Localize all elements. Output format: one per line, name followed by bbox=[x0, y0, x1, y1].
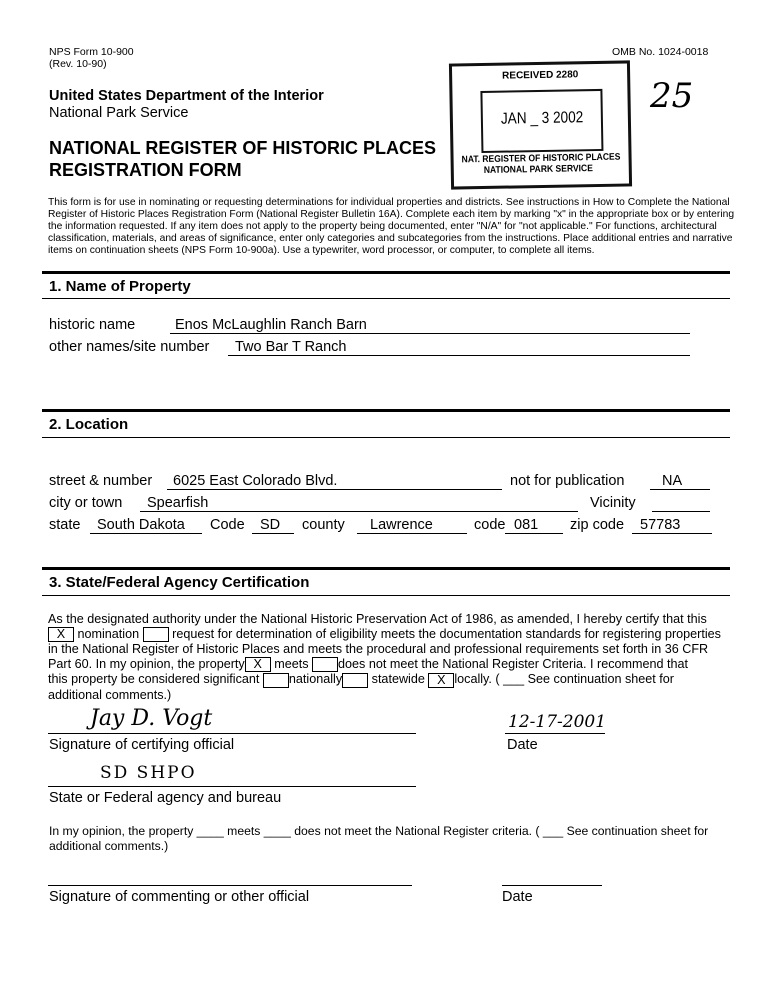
not-for-publication-label: not for publication bbox=[510, 473, 625, 489]
omb-number: OMB No. 1024-0018 bbox=[612, 46, 709, 58]
zip-field[interactable]: 57783 bbox=[640, 517, 681, 533]
stamp-line1: NAT. REGISTER OF HISTORIC PLACES bbox=[461, 151, 621, 166]
section2-heading: 2. Location bbox=[49, 416, 129, 433]
certifying-date: 12-17-2001 bbox=[508, 712, 607, 732]
opinion-text: additional comments.) bbox=[49, 839, 169, 853]
form-number: NPS Form 10-900 bbox=[49, 46, 134, 58]
county-code-label: code bbox=[474, 517, 506, 533]
other-names-field[interactable]: Two Bar T Ranch bbox=[235, 339, 347, 355]
historic-name-field[interactable]: Enos McLaughlin Ranch Barn bbox=[175, 317, 367, 333]
cert-text: in the National Register of Historic Places and meets the procedural and professional requirements set forth in 36 CFR bbox=[48, 642, 709, 657]
certification-paragraph bbox=[48, 612, 738, 703]
agency-name: National Park Service bbox=[49, 105, 189, 121]
locally-checkbox[interactable]: X bbox=[428, 673, 454, 688]
section-divider bbox=[42, 298, 730, 299]
section-divider bbox=[42, 595, 730, 596]
instructions-paragraph: This form is for use in nominating or requesting determinations for individual properties and districts. See instructions in How to Complete the National Register of Historic Places Registration Form (National Register Bulletin 16A). Complete each item by marking "x" in the appropriate box or by entering the information requested. If any item does not apply to the property being documented, enter "N/A" for "not applicable." For functions, architectural classification, materials, and areas of significance, enter only categories and subcategories from the instructions. Place additional entries and narrative items on continuation sheets (NPS Form 10-900a). Use a typewriter, word processor, or computer, to complete all items. bbox=[48, 197, 735, 256]
section-divider bbox=[42, 409, 730, 412]
city-label: city or town bbox=[49, 495, 123, 511]
county-code-field[interactable]: 081 bbox=[514, 517, 539, 533]
statewide-label: statewide bbox=[371, 672, 425, 687]
commenting-date-label: Date bbox=[502, 889, 533, 905]
received-stamp bbox=[449, 60, 632, 189]
statewide-checkbox[interactable] bbox=[342, 673, 368, 688]
cert-text: Part 60. In my opinion, the property bbox=[48, 657, 245, 672]
cert-text: this property be considered significant bbox=[48, 672, 260, 687]
cert-text: request for determination of eligibility meets the documentation standards for registering properties bbox=[172, 627, 721, 641]
state-code-field[interactable]: SD bbox=[260, 517, 281, 533]
state-label: state bbox=[49, 517, 81, 533]
opinion-text: In my opinion, the property ____ meets ____ does not meet the National Register criteria. ( ___ See continuation sheet for bbox=[49, 824, 709, 838]
commenting-signature-label: Signature of commenting or other official bbox=[49, 889, 310, 905]
zip-label: zip code bbox=[570, 517, 625, 533]
cert-text: does not meet the National Register Criteria. I recommend that bbox=[338, 657, 689, 672]
request-determination-checkbox[interactable] bbox=[143, 627, 169, 642]
stamp-date: JAN _ 3 2002 bbox=[500, 109, 584, 128]
street-label: street & number bbox=[49, 473, 153, 489]
street-field[interactable]: 6025 East Colorado Blvd. bbox=[173, 473, 338, 489]
meets-label: meets bbox=[274, 657, 309, 672]
certifying-signature: Jay D. Vogt bbox=[90, 706, 213, 731]
nationally-label: nationally bbox=[288, 672, 343, 687]
state-code-label: Code bbox=[210, 517, 245, 533]
section-divider bbox=[42, 437, 730, 438]
state-field[interactable]: South Dakota bbox=[97, 517, 185, 533]
form-title-line2: REGISTRATION FORM bbox=[49, 160, 242, 180]
section3-heading: 3. State/Federal Agency Certification bbox=[49, 574, 310, 591]
section1-heading: 1. Name of Property bbox=[49, 278, 191, 295]
agency-handwritten: SD SHPO bbox=[100, 763, 197, 783]
not-for-publication-field[interactable]: NA bbox=[662, 473, 683, 489]
city-field[interactable]: Spearfish bbox=[147, 495, 209, 511]
signature-label: Signature of certifying official bbox=[49, 737, 235, 753]
form-title-line1: NATIONAL REGISTER OF HISTORIC PLACES bbox=[49, 138, 437, 158]
historic-name-label: historic name bbox=[49, 317, 136, 333]
stamp-received: RECEIVED 2280 bbox=[502, 69, 579, 82]
county-field[interactable]: Lawrence bbox=[370, 517, 433, 533]
locally-label: locally. ( ___ See continuation sheet for bbox=[454, 672, 674, 687]
vicinity-label: Vicinity bbox=[590, 495, 636, 511]
cert-text: additional comments.) bbox=[48, 687, 172, 702]
handwritten-page-number: 25 bbox=[650, 76, 694, 116]
form-revision: (Rev. 10-90) bbox=[49, 58, 107, 70]
nomination-label: nomination bbox=[77, 627, 140, 641]
county-label: county bbox=[302, 517, 345, 533]
meets-checkbox[interactable]: X bbox=[245, 657, 271, 672]
nationally-checkbox[interactable] bbox=[263, 673, 289, 688]
stamp-line2: NATIONAL PARK SERVICE bbox=[483, 163, 593, 176]
agency-label: State or Federal agency and bureau bbox=[49, 790, 282, 806]
other-names-label: other names/site number bbox=[49, 339, 210, 355]
section-divider bbox=[42, 567, 730, 570]
does-not-meet-checkbox[interactable] bbox=[312, 657, 338, 672]
date-label: Date bbox=[507, 737, 538, 753]
cert-text: As the designated authority under the National Historic Preservation Act of 1986, as amended, I hereby certify that this bbox=[48, 612, 707, 626]
department-name: United States Department of the Interior bbox=[49, 88, 324, 104]
section-divider bbox=[42, 271, 730, 274]
nomination-checkbox[interactable]: X bbox=[48, 627, 74, 642]
